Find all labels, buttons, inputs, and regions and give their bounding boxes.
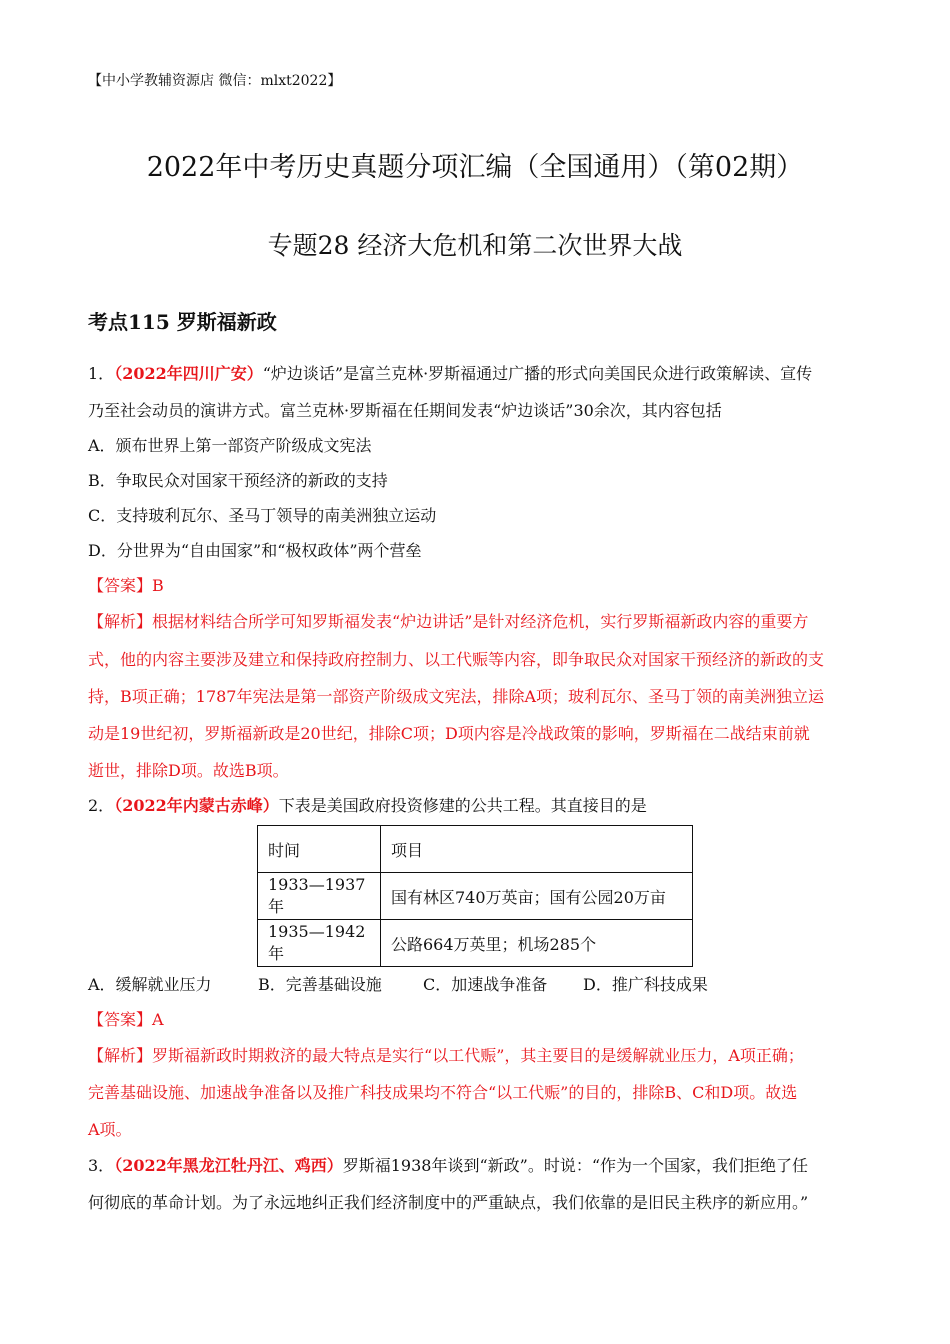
q1-analysis-line5: 逝世，排除D项。故选B项。 bbox=[88, 761, 289, 780]
q1-analysis-line2: 式，他的内容主要涉及建立和保持政府控制力、以工代赈等内容，即争取民众对国家干预经济的新政的支 bbox=[88, 650, 825, 669]
q1-option-d: D．分世界为“自由国家”和“极权政体”两个营垒 bbox=[88, 541, 422, 560]
q1-stem-line2: 乃至社会动员的演讲方式。富兰克林·罗斯福在任期间发表“炉边谈话”30余次，其内容包括 bbox=[88, 401, 722, 420]
table-header-cell: 项目 bbox=[381, 826, 693, 873]
q3-source: （2022年黑龙江牡丹江、鸡西） bbox=[114, 1156, 343, 1175]
q1-answer-value: B bbox=[152, 576, 164, 595]
q1-analysis-label: 【解析】 bbox=[88, 612, 153, 631]
q1-answer-label: 【答案】 bbox=[88, 576, 153, 595]
table-cell: 1933—1937年 bbox=[258, 873, 381, 920]
q2-answer-value: A bbox=[152, 1010, 164, 1029]
table-row bbox=[258, 873, 693, 920]
q1-analysis-line4: 动是19世纪初，罗斯福新政是20世纪，排除C项；D项内容是冷战政策的影响，罗斯福在二战结束前就 bbox=[88, 724, 810, 743]
q2-analysis-line3: A项。 bbox=[88, 1120, 132, 1139]
q2-table bbox=[257, 825, 693, 967]
table-row bbox=[258, 920, 693, 967]
table-cell: 1935—1942年 bbox=[258, 920, 381, 967]
q1-analysis-text1: 根据材料结合所学可知罗斯福发表“炉边讲话”是针对经济危机，实行罗斯福新政内容的重要方 bbox=[152, 612, 809, 631]
q2-option-b: B．完善基础设施 bbox=[258, 975, 382, 994]
q2-analysis-label: 【解析】 bbox=[88, 1046, 153, 1065]
q1-analysis-line3: 持，B项正确；1787年宪法是第一部资产阶级成文宪法，排除A项；玻利瓦尔、圣马丁领的南美洲独立运 bbox=[88, 687, 825, 706]
q3-stem-text1: 罗斯福1938年谈到“新政”。时说：“作为一个国家，我们拒绝了任 bbox=[342, 1156, 808, 1175]
q2-number: 2． bbox=[88, 796, 115, 815]
q2-answer bbox=[88, 1007, 164, 1030]
q1-answer bbox=[88, 573, 164, 596]
table-header-cell: 时间 bbox=[258, 826, 381, 873]
q3-stem-line2: 何彻底的革命计划。为了永远地纠正我们经济制度中的严重缺点，我们依靠的是旧民主秩序的新应用。” bbox=[88, 1193, 809, 1212]
q2-analysis-text1: 罗斯福新政时期救济的最大特点是实行“以工代赈”，其主要目的是缓解就业压力，A项正确； bbox=[152, 1046, 804, 1065]
q2-stem bbox=[88, 793, 647, 816]
table-header-row bbox=[258, 826, 693, 873]
q2-option-d: D．推广科技成果 bbox=[583, 975, 708, 994]
q1-option-c: C．支持玻利瓦尔、圣马丁领导的南美洲独立运动 bbox=[88, 506, 437, 525]
q1-option-b: B．争取民众对国家干预经济的新政的支持 bbox=[88, 471, 388, 490]
q2-option-a: A．缓解就业压力 bbox=[88, 975, 212, 994]
q2-answer-label: 【答案】 bbox=[88, 1010, 153, 1029]
table-cell: 公路664万英里；机场285个 bbox=[381, 920, 693, 967]
q2-stem-text: 下表是美国政府投资修建的公共工程。其直接目的是 bbox=[278, 796, 647, 815]
q1-source: （2022年四川广安） bbox=[114, 364, 263, 383]
q1-stem-text1: “炉边谈话”是富兰克林·罗斯福通过广播的形式向美国民众进行政策解读、宣传 bbox=[262, 364, 813, 383]
page-title: 2022年中考历史真题分项汇编（全国通用）（第02期） bbox=[146, 152, 804, 183]
q2-analysis-line2: 完善基础设施、加速战争准备以及推广科技成果均不符合“以工代赈”的目的，排除B、C和D项。故选 bbox=[88, 1083, 798, 1102]
q1-analysis-line1 bbox=[88, 609, 808, 632]
q2-option-c: C．加速战争准备 bbox=[423, 975, 548, 994]
q2-source: （2022年内蒙古赤峰） bbox=[114, 796, 279, 815]
q2-options bbox=[88, 972, 708, 995]
q1-stem-line1 bbox=[88, 361, 812, 384]
header-note: 【中小学教辅资源店 微信：mlxt2022】 bbox=[88, 73, 342, 89]
page-subtitle: 专题28 经济大危机和第二次世界大战 bbox=[267, 231, 683, 260]
q1-number: 1． bbox=[88, 364, 115, 383]
section-heading: 考点115 罗斯福新政 bbox=[88, 310, 277, 334]
q3-number: 3． bbox=[88, 1156, 115, 1175]
q1-option-a: A．颁布世界上第一部资产阶级成文宪法 bbox=[88, 436, 372, 455]
table-cell: 国有林区740万英亩；国有公园20万亩 bbox=[381, 873, 693, 920]
q3-stem-line1 bbox=[88, 1153, 808, 1176]
q2-analysis-line1 bbox=[88, 1043, 804, 1066]
